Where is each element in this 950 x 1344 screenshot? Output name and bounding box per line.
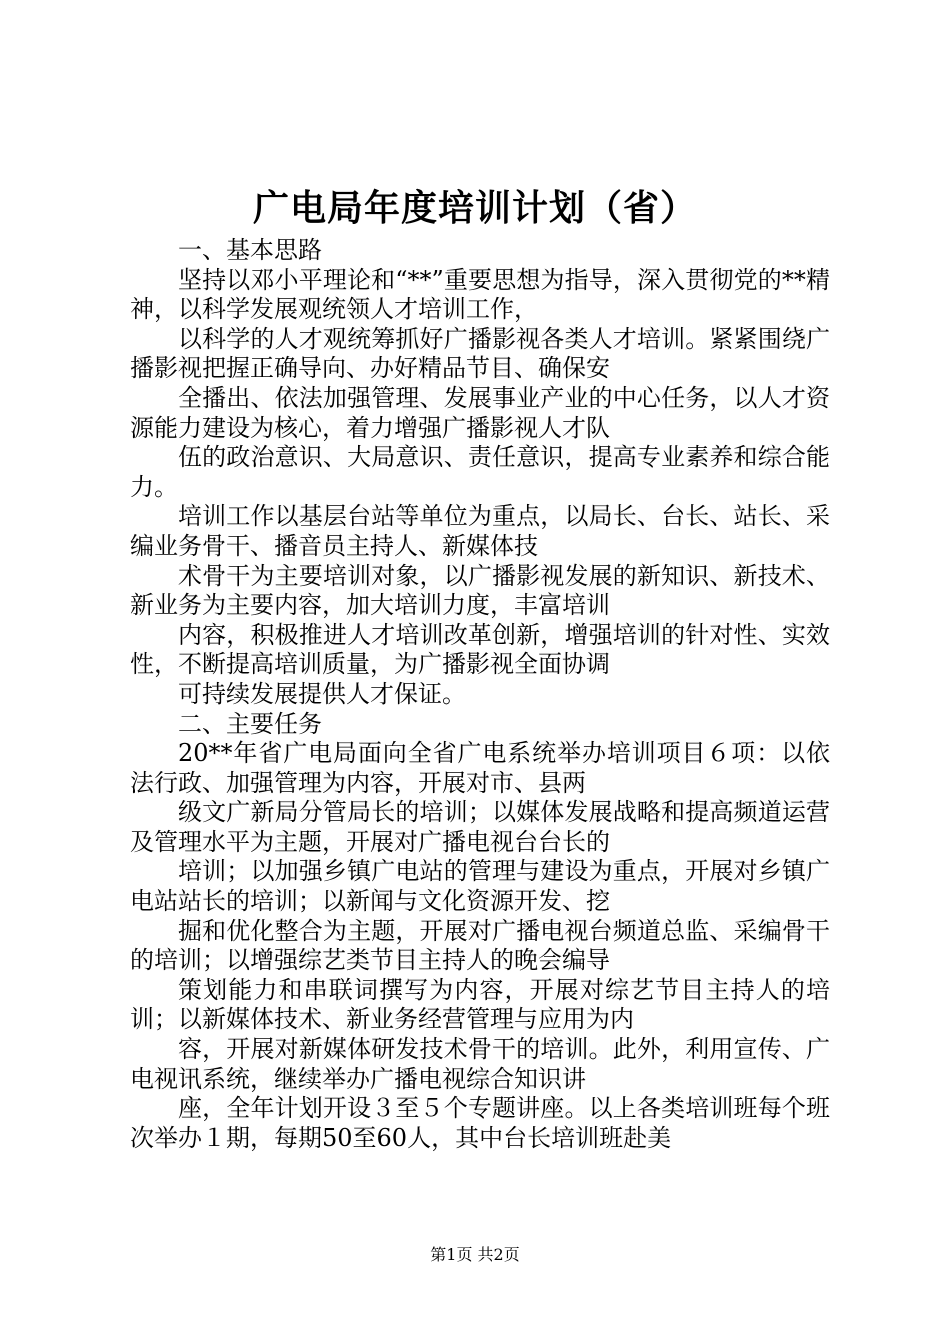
paragraph: 座，全年计划开设３至５个专题讲座。以上各类培训班每个班次举办１期，每期50至60人，其中台长培训班赴美 — [130, 1094, 830, 1152]
paragraph: 容，开展对新媒体研发技术骨干的培训。此外，利用宣传、广电视讯系统，继续举办广播电视综合知识讲 — [130, 1035, 830, 1093]
paragraph: 培训；以加强乡镇广电站的管理与建设为重点，开展对乡镇广电站站长的培训；以新闻与文化资源开发、挖 — [130, 857, 830, 916]
paragraph: 坚持以邓小平理论和“**”重要思想为指导，深入贯彻党的**精神，以科学发展观统领人才培训工作， — [130, 265, 830, 324]
paragraph: 以科学的人才观统筹抓好广播影视各类人才培训。紧紧围绕广播影视把握正确导向、办好精品节目、确保安 — [130, 324, 830, 383]
paragraph: 全播出、依法加强管理、发展事业产业的中心任务，以人才资源能力建设为核心，着力增强广播影视人才队 — [130, 383, 830, 442]
document-body — [130, 236, 830, 1153]
paragraph: 术骨干为主要培训对象，以广播影视发展的新知识、新技术、新业务为主要内容，加大培训力度，丰富培训 — [130, 561, 830, 620]
paragraph: 可持续发展提供人才保证。 — [178, 679, 466, 708]
paragraph: 二、主要任务 — [178, 709, 322, 738]
paragraph: 策划能力和串联词撰写为内容，开展对综艺节目主持人的培训；以新媒体技术、新业务经营管理与应用为内 — [130, 975, 830, 1034]
paragraph: 内容，积极推进人才培训改革创新，增强培训的针对性、实效性，不断提高培训质量，为广播影视全面协调 — [130, 620, 830, 679]
paragraph: 20**年省广电局面向全省广电系统举办培训项目６项：以依法行政、加强管理为内容，开展对市、县两 — [130, 739, 830, 797]
paragraph: 培训工作以基层台站等单位为重点，以局长、台长、站长、采编业务骨干、播音员主持人、新媒体技 — [130, 502, 830, 560]
paragraph: 级文广新局分管局长的培训；以媒体发展战略和提高频道运营及管理水平为主题，开展对广播电视台台长的 — [130, 798, 830, 856]
paragraph: 掘和优化整合为主题，开展对广播电视台频道总监、采编骨干的培训；以增强综艺类节目主持人的晚会编导 — [130, 916, 830, 975]
paragraph: 伍的政治意识、大局意识、责任意识，提高专业素养和综合能力。 — [130, 443, 830, 501]
page-footer: 第1页 共2页 — [430, 1245, 520, 1264]
document-title: 广电局年度培训计划（省） — [252, 187, 697, 229]
paragraph: 一、基本思路 — [178, 236, 322, 264]
